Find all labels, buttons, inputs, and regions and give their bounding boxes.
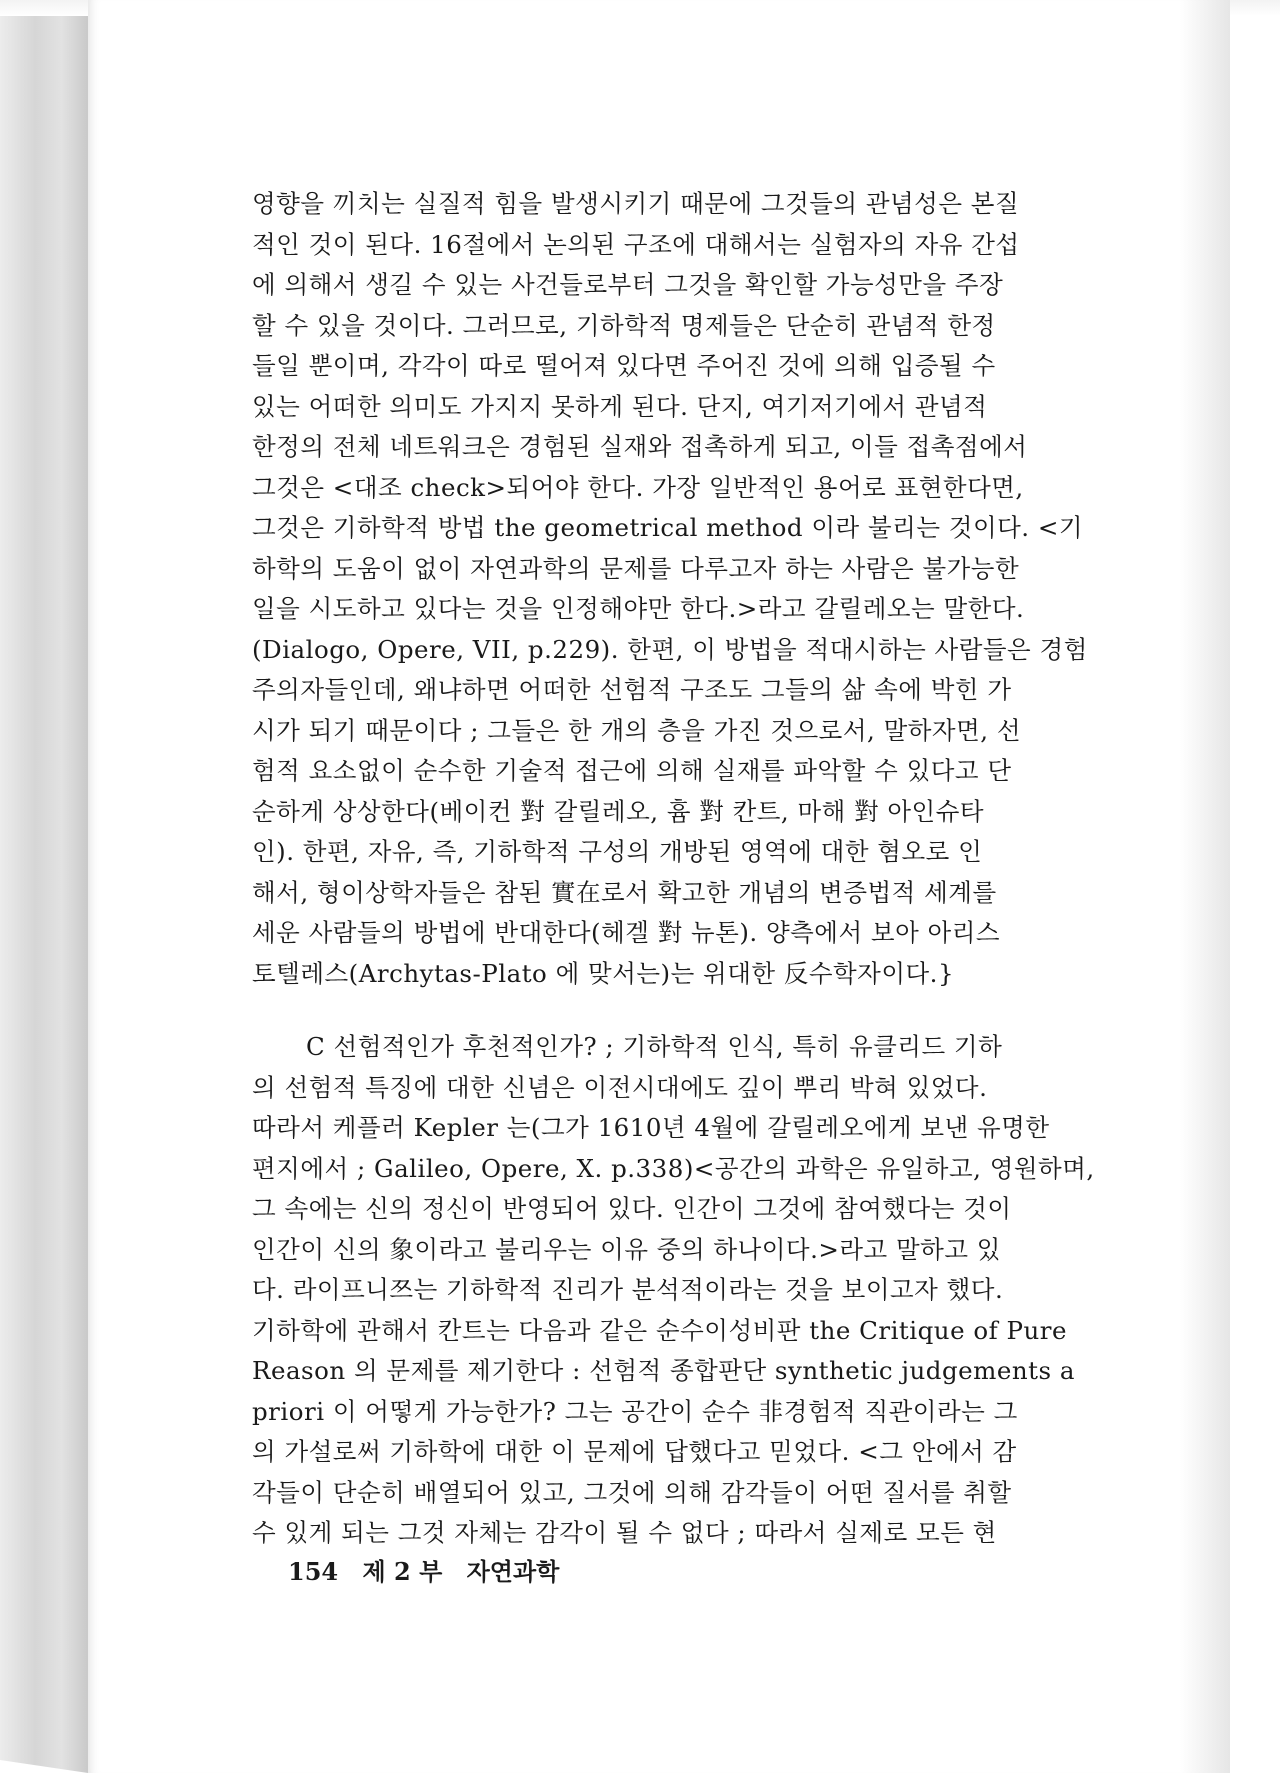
text-line: 각들이 단순히 배열되어 있고, 그것에 의해 감각들이 어떤 질서를 취할 (252, 1477, 1012, 1507)
text-line: 토텔레스(Archytas-Plato 에 맞서는)는 위대한 反수학자이다.} (252, 958, 955, 988)
text-line: 편지에서 ; Galileo, Opere, X. p.338)<공간의 과학은 유일하고, 영원하며, (252, 1153, 1095, 1183)
text-line: 그 속에는 신의 정신이 반영되어 있다. 인간이 그것에 참여했다는 것이 (252, 1194, 1012, 1223)
text-line: 시가 되기 때문이다 ; 그들은 한 개의 층을 가진 것으로서, 말하자면, 선 (252, 715, 1022, 745)
text-line: 할 수 있을 것이다. 그러므로, 기하학적 명제들은 단순히 관념적 한정 (252, 310, 996, 340)
text-line: priori 이 어떻게 가능한가? 그는 공간이 순수 非경험적 직관이라는 그 (252, 1396, 1018, 1426)
text-line: 인). 한편, 자유, 즉, 기하학적 구성의 개방된 영역에 대한 혐오로 인 (252, 837, 983, 866)
text-line: 세운 사람들의 방법에 반대한다(헤겔 對 뉴톤). 양측에서 보아 아리스 (252, 918, 1001, 947)
text-line: 적인 것이 된다. 16절에서 논의된 구조에 대해서는 실험자의 자유 간섭 (252, 229, 1020, 259)
text-line: 인간이 신의 象이라고 불리우는 이유 중의 하나이다.>라고 말하고 있 (252, 1234, 1001, 1264)
text-line: 주의자들인데, 왜냐하면 어떠한 선험적 구조도 그들의 삶 속에 박힌 가 (252, 675, 1012, 704)
text-line: 수 있게 되는 그것 자체는 감각이 될 수 없다 ; 따라서 실제로 모든 현 (252, 1518, 997, 1547)
book-spine-edge (0, 0, 88, 1773)
text-line: 하학의 도움이 없이 자연과학의 문제를 다루고자 하는 사람은 불가능한 (252, 553, 1020, 583)
text-line: 그것은 기하학적 방법 the geometrical method 이라 불리는 것이다. <기 (252, 513, 1084, 542)
text-line: 기하학에 관해서 칸트는 다음과 같은 순수이성비판 the Critique of Pure (252, 1315, 1067, 1345)
paragraph-1 (252, 184, 1136, 994)
text-line: C 선험적인가 후천적인가? ; 기하학적 인식, 특히 유클리드 기하 (306, 1032, 1003, 1061)
page-footer (288, 1552, 575, 1587)
text-line: 에 의해서 생길 수 있는 사건들로부터 그것을 확인할 가능성만을 주장 (252, 270, 1004, 299)
text-line: 따라서 케플러 Kepler 는(그가 1610년 4월에 갈릴레오에게 보낸 유명한 (252, 1113, 1050, 1142)
text-line: 다. 라이프니쯔는 기하학적 진리가 분석적이라는 것을 보이고자 했다. (252, 1275, 1004, 1304)
text-line: (Dialogo, Opere, VII, p.229). 한편, 이 방법을 적대시하는 사람들은 경험 (252, 634, 1088, 664)
paragraph-2 (252, 1027, 1136, 1554)
page-right-shadow (1180, 0, 1230, 1773)
text-line: 들일 뿐이며, 각각이 따로 떨어져 있다면 주어진 것에 의해 입증될 수 (252, 351, 996, 380)
page-body-text (252, 184, 1136, 1554)
text-line: 그것은 <대조 check>되어야 한다. 가장 일반적인 용어로 표현한다면, (252, 472, 1024, 502)
paragraph-gap (252, 994, 1136, 1027)
text-line: 일을 시도하고 있다는 것을 인정해야만 한다.>라고 갈릴레오는 말한다. (252, 594, 1025, 623)
text-line: Reason 의 문제를 제기한다 : 선험적 종합판단 synthetic judgements a (252, 1356, 1075, 1385)
footer-part: 제 2 부 (362, 1557, 443, 1586)
text-line: 의 선험적 특징에 대한 신념은 이전시대에도 깊이 뿌리 박혀 있었다. (252, 1072, 988, 1102)
text-line: 순하게 상상한다(베이컨 對 갈릴레오, 흄 對 칸트, 마해 對 아인슈타 (252, 796, 985, 826)
page-number: 154 (288, 1557, 339, 1586)
text-line: 영향을 끼치는 실질적 힘을 발생시키기 때문에 그것들의 관념성은 본질 (252, 189, 1020, 218)
text-line: 한정의 전체 네트워크은 경험된 실재와 접촉하게 되고, 이들 접촉점에서 (252, 432, 1028, 461)
text-line: 있는 어떠한 의미도 가지지 못하게 된다. 단지, 여기저기에서 관념적 (252, 391, 988, 421)
text-line: 험적 요소없이 순수한 기술적 접근에 의해 실재를 파악할 수 있다고 단 (252, 756, 1012, 785)
text-line: 해서, 형이상학자들은 참된 實在로서 확고한 개념의 변증법적 세계를 (252, 877, 997, 907)
footer-section: 자연과학 (466, 1557, 560, 1586)
text-line: 의 가설로써 기하학에 대한 이 문제에 답했다고 믿었다. <그 안에서 감 (252, 1437, 1017, 1466)
